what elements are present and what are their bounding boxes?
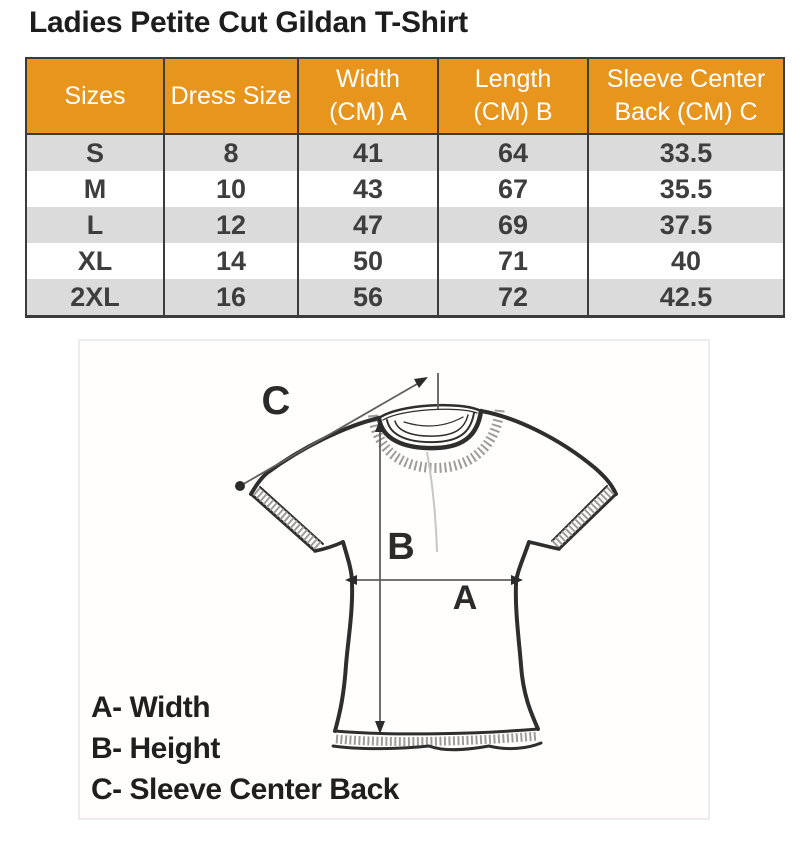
right-cuff-rib — [555, 490, 611, 545]
left-cuff-outer — [251, 494, 315, 551]
header-label: Width — [336, 65, 400, 93]
dress-size-cell: 16 — [164, 279, 298, 317]
dress-size-cell: 12 — [164, 207, 298, 243]
col-header-width — [298, 58, 438, 134]
width-cell: 47 — [298, 207, 438, 243]
size-table-body — [26, 134, 784, 317]
size-table-header — [26, 58, 784, 134]
sleeve-cell: 42.5 — [588, 279, 784, 317]
length-cell: 64 — [438, 134, 588, 171]
sleeve-cell: 35.5 — [588, 171, 784, 207]
size-cell: S — [26, 134, 164, 171]
left-cuff-rib — [256, 491, 319, 547]
tshirt-diagram-svg — [80, 341, 708, 818]
size-cell: M — [26, 171, 164, 207]
table-row-l — [26, 207, 784, 243]
col-header-sizes — [26, 58, 164, 134]
header-label: Sleeve Center — [606, 65, 766, 93]
measurement-diagram — [78, 339, 710, 820]
label-b: B — [387, 526, 415, 568]
col-header-dress-size — [164, 58, 298, 134]
legend-line-c: C- Sleeve Center Back — [91, 773, 399, 806]
sleeve-cell: 37.5 — [588, 207, 784, 243]
length-cell: 67 — [438, 171, 588, 207]
legend-line-b: B- Height — [91, 732, 220, 765]
width-cell: 41 — [298, 134, 438, 171]
col-header-length — [438, 58, 588, 134]
length-cell: 72 — [438, 279, 588, 317]
size-cell: XL — [26, 243, 164, 279]
back-neck-line — [379, 405, 481, 418]
table-row-m — [26, 171, 784, 207]
sleeve-cell: 40 — [588, 243, 784, 279]
width-cell: 43 — [298, 171, 438, 207]
label-c: C — [261, 379, 291, 423]
header-label: Sizes — [64, 81, 126, 110]
size-cell: L — [26, 207, 164, 243]
body-right-edge — [516, 542, 538, 729]
dress-size-cell: 14 — [164, 243, 298, 279]
header-row — [26, 58, 784, 134]
sleeve-cell: 33.5 — [588, 134, 784, 171]
right-shoulder-sleeve — [481, 411, 616, 494]
legend-line-a: A- Width — [91, 691, 211, 724]
collar-inner-3 — [404, 417, 463, 426]
col-header-sleeve — [588, 58, 784, 134]
hem-top-line — [335, 729, 538, 734]
header-label: Length — [474, 65, 552, 93]
size-table — [25, 57, 785, 318]
left-shoulder-sleeve — [251, 418, 379, 494]
header-label: (CM) A — [329, 98, 407, 126]
page-title: Ladies Petite Cut Gildan T-Shirt — [29, 6, 468, 39]
table-row-xl — [26, 243, 784, 279]
sleeve-arrow-c-head — [414, 377, 428, 388]
width-cell: 56 — [298, 279, 438, 317]
right-cuff-inner — [552, 486, 607, 541]
length-cell: 71 — [438, 243, 588, 279]
header-label: Back (CM) C — [614, 98, 758, 126]
table-row-2xl — [26, 279, 784, 317]
dress-size-cell: 8 — [164, 134, 298, 171]
hem-rib — [336, 736, 538, 742]
label-a: A — [452, 579, 478, 617]
sleeve-arrow-c-dot — [235, 481, 245, 491]
header-label: (CM) B — [473, 98, 553, 126]
body-left-edge — [335, 542, 352, 731]
table-row-s — [26, 134, 784, 171]
length-cell: 69 — [438, 207, 588, 243]
header-label: Dress Size — [170, 81, 292, 110]
width-cell: 50 — [298, 243, 438, 279]
dress-size-cell: 10 — [164, 171, 298, 207]
size-cell: 2XL — [26, 279, 164, 317]
left-cuff-inner — [260, 487, 323, 544]
right-cuff-outer — [559, 494, 616, 549]
